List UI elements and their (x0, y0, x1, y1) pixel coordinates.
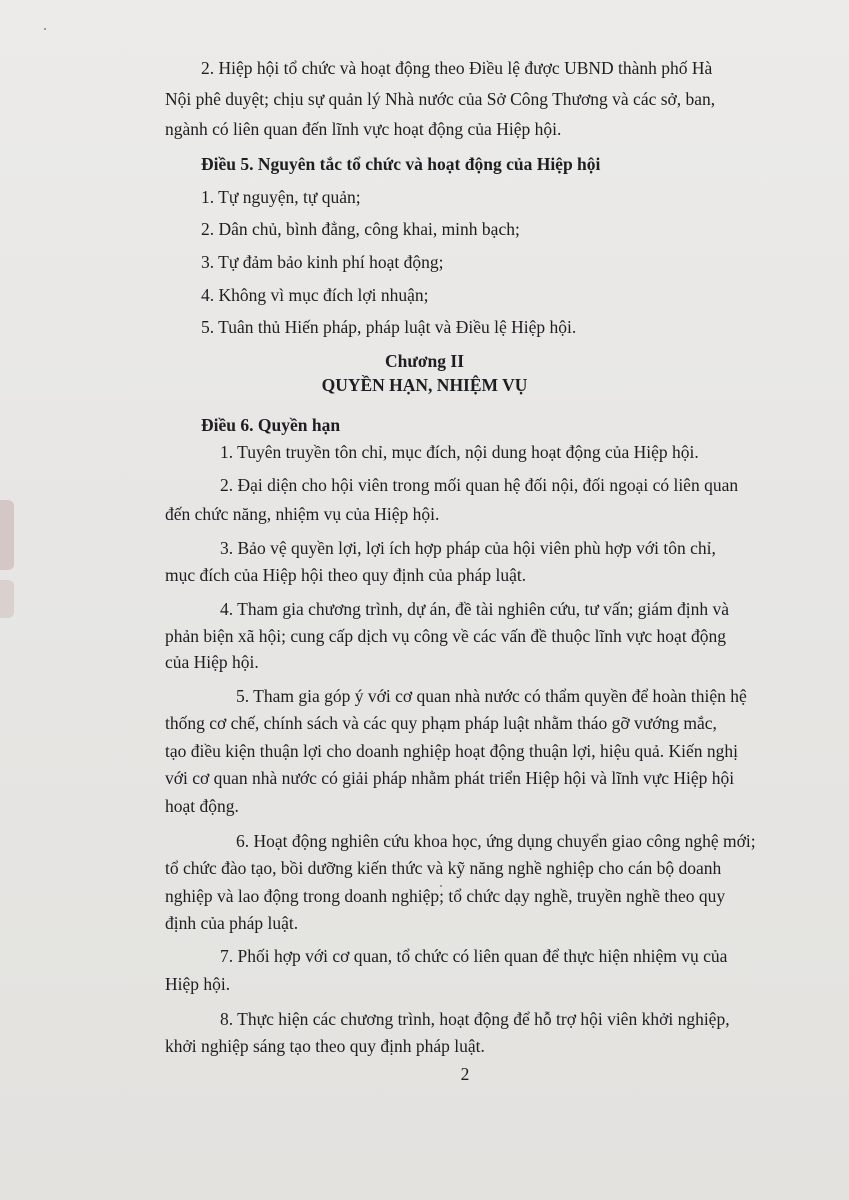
list-item: 2. Dân chủ, bình đẳng, công khai, minh bạch; (201, 219, 520, 239)
paragraph-line: hoạt động. (165, 796, 239, 816)
paragraph-line: khởi nghiệp sáng tạo theo quy định pháp luật. (165, 1036, 485, 1056)
scan-speck (44, 28, 46, 30)
paragraph-line: 8. Thực hiện các chương trình, hoạt động để hỗ trợ hội viên khởi nghiệp, (220, 1009, 730, 1029)
paragraph-line: với cơ quan nhà nước có giải pháp nhằm phát triển Hiệp hội và lĩnh vực Hiệp hội (165, 768, 735, 788)
paragraph-line: 1. Tuyên truyền tôn chỉ, mục đích, nội dung hoạt động của Hiệp hội. (220, 442, 699, 462)
paragraph-line: nghiệp và lao động trong doanh nghiệp; tổ chức dạy nghề, truyền nghề theo quy (165, 886, 726, 906)
list-item: 3. Tự đảm bảo kinh phí hoạt động; (201, 252, 444, 272)
paragraph-line: 7. Phối hợp với cơ quan, tổ chức có liên quan để thực hiện nhiệm vụ của (220, 946, 728, 966)
paragraph-line: ngành có liên quan đến lĩnh vực hoạt động của Hiệp hội. (165, 119, 562, 139)
paragraph-line: thống cơ chế, chính sách và các quy phạm pháp luật nhằm tháo gỡ vướng mắc, (165, 713, 717, 733)
paragraph-line: đến chức năng, nhiệm vụ của Hiệp hội. (165, 504, 440, 524)
chapter-title: QUYỀN HẠN, NHIỆM VỤ (321, 375, 528, 395)
paragraph-line: tổ chức đào tạo, bồi dưỡng kiến thức và kỹ năng nghề nghiệp cho cán bộ doanh (165, 858, 722, 878)
list-item: 1. Tự nguyện, tự quản; (201, 187, 361, 207)
page-edge-mark (0, 500, 14, 570)
paragraph-line: 2. Đại diện cho hội viên trong mối quan hệ đối nội, đối ngoại có liên quan (220, 475, 739, 495)
article-5-heading: Điều 5. Nguyên tắc tổ chức và hoạt động của Hiệp hội (201, 154, 601, 174)
chapter-number: Chương II (384, 351, 465, 371)
paragraph-line: 4. Tham gia chương trình, dự án, đề tài nghiên cứu, tư vấn; giám định và (220, 599, 730, 619)
paragraph-line: Nội phê duyệt; chịu sự quản lý Nhà nước của Sở Công Thương và các sở, ban, (165, 89, 716, 109)
paragraph-line: tạo điều kiện thuận lợi cho doanh nghiệp hoạt động thuận lợi, hiệu quả. Kiến nghị (165, 741, 739, 761)
paragraph-line: 3. Bảo vệ quyền lợi, lợi ích hợp pháp của hội viên phù hợp với tôn chỉ, (220, 538, 716, 558)
list-item: 4. Không vì mục đích lợi nhuận; (201, 285, 429, 305)
paragraph-line: Hiệp hội. (165, 974, 231, 994)
page-number: 2 (460, 1064, 470, 1084)
list-item: 5. Tuân thủ Hiến pháp, pháp luật và Điều lệ Hiệp hội. (201, 317, 577, 337)
paragraph-line: 6. Hoạt động nghiên cứu khoa học, ứng dụng chuyển giao công nghệ mới; (236, 831, 756, 851)
article-6-heading: Điều 6. Quyền hạn (201, 415, 341, 435)
paragraph-line: của Hiệp hội. (165, 652, 259, 672)
paragraph-line: phản biện xã hội; cung cấp dịch vụ công về các vấn đề thuộc lĩnh vực hoạt động (165, 626, 727, 646)
paragraph-line: 5. Tham gia góp ý với cơ quan nhà nước có thẩm quyền để hoàn thiện hệ (236, 686, 747, 706)
paragraph-line: mục đích của Hiệp hội theo quy định của pháp luật. (165, 565, 527, 585)
paragraph-line: 2. Hiệp hội tổ chức và hoạt động theo Điều lệ được UBND thành phố Hà (201, 58, 713, 78)
page-edge-mark (0, 580, 14, 618)
paragraph-line: định của pháp luật. (165, 913, 299, 933)
